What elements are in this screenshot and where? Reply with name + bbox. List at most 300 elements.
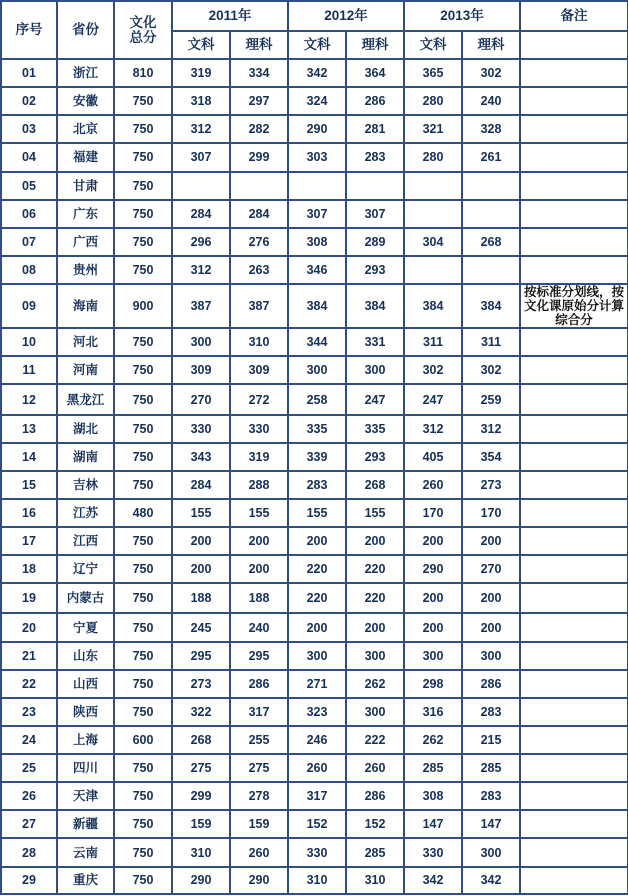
row-2013-arts: 330 bbox=[404, 838, 462, 866]
row-total: 750 bbox=[114, 642, 172, 670]
row-note bbox=[520, 228, 628, 256]
row-total: 750 bbox=[114, 583, 172, 613]
row-note bbox=[520, 356, 628, 384]
row-2013-science: 354 bbox=[462, 443, 520, 471]
row-province: 宁夏 bbox=[57, 613, 114, 641]
row-2011-science: 275 bbox=[230, 754, 288, 782]
row-index: 03 bbox=[1, 115, 57, 143]
row-2012-arts: 200 bbox=[288, 527, 346, 555]
row-2012-science: 286 bbox=[346, 782, 404, 810]
row-2011-science: 188 bbox=[230, 583, 288, 613]
row-total: 480 bbox=[114, 499, 172, 527]
table-row bbox=[1, 328, 628, 356]
row-2012-science: 281 bbox=[346, 115, 404, 143]
table-row bbox=[1, 583, 628, 613]
row-2013-science bbox=[462, 256, 520, 284]
row-2012-science: 155 bbox=[346, 499, 404, 527]
row-2011-arts: 330 bbox=[172, 415, 230, 443]
table-row bbox=[1, 555, 628, 583]
header-arts-2013: 文科 bbox=[404, 31, 462, 59]
row-2011-arts: 155 bbox=[172, 499, 230, 527]
row-2013-arts: 342 bbox=[404, 867, 462, 894]
row-province: 陕西 bbox=[57, 698, 114, 726]
row-2011-arts: 268 bbox=[172, 726, 230, 754]
row-2011-science: 334 bbox=[230, 59, 288, 87]
row-2013-science: 283 bbox=[462, 782, 520, 810]
row-index: 22 bbox=[1, 670, 57, 698]
row-2012-arts: 283 bbox=[288, 471, 346, 499]
row-2012-science: 293 bbox=[346, 443, 404, 471]
row-2012-science: 262 bbox=[346, 670, 404, 698]
row-2012-arts: 220 bbox=[288, 555, 346, 583]
row-2012-arts: 335 bbox=[288, 415, 346, 443]
row-note bbox=[520, 782, 628, 810]
row-index: 19 bbox=[1, 583, 57, 613]
row-2011-science: 290 bbox=[230, 867, 288, 894]
row-2011-arts: 312 bbox=[172, 115, 230, 143]
row-2012-arts: 152 bbox=[288, 810, 346, 838]
table-header bbox=[1, 1, 628, 59]
row-note bbox=[520, 59, 628, 87]
row-2012-arts: 344 bbox=[288, 328, 346, 356]
row-2013-science: 300 bbox=[462, 838, 520, 866]
row-index: 20 bbox=[1, 613, 57, 641]
row-note bbox=[520, 471, 628, 499]
row-2012-science: 260 bbox=[346, 754, 404, 782]
row-total: 750 bbox=[114, 782, 172, 810]
row-province: 四川 bbox=[57, 754, 114, 782]
row-2013-science: 302 bbox=[462, 59, 520, 87]
row-total: 750 bbox=[114, 328, 172, 356]
row-province: 黑龙江 bbox=[57, 384, 114, 414]
row-2013-arts bbox=[404, 256, 462, 284]
row-note bbox=[520, 328, 628, 356]
row-2011-science: 284 bbox=[230, 200, 288, 228]
row-2012-arts: 155 bbox=[288, 499, 346, 527]
row-index: 24 bbox=[1, 726, 57, 754]
row-note bbox=[520, 527, 628, 555]
row-2013-arts: 280 bbox=[404, 87, 462, 115]
row-province: 新疆 bbox=[57, 810, 114, 838]
row-2011-science: 260 bbox=[230, 838, 288, 866]
table-body bbox=[1, 59, 628, 894]
row-note bbox=[520, 555, 628, 583]
row-note bbox=[520, 172, 628, 200]
row-province: 云南 bbox=[57, 838, 114, 866]
row-note bbox=[520, 613, 628, 641]
table-row bbox=[1, 384, 628, 414]
row-2013-science: 342 bbox=[462, 867, 520, 894]
row-index: 13 bbox=[1, 415, 57, 443]
row-2013-science: 200 bbox=[462, 613, 520, 641]
row-2012-science: 200 bbox=[346, 613, 404, 641]
row-2011-science: 309 bbox=[230, 356, 288, 384]
row-2011-science: 276 bbox=[230, 228, 288, 256]
row-2013-science: 270 bbox=[462, 555, 520, 583]
row-note bbox=[520, 670, 628, 698]
row-2012-science: 300 bbox=[346, 642, 404, 670]
row-total: 750 bbox=[114, 172, 172, 200]
row-province: 天津 bbox=[57, 782, 114, 810]
row-2011-science: 200 bbox=[230, 527, 288, 555]
row-2011-science: 200 bbox=[230, 555, 288, 583]
row-note bbox=[520, 384, 628, 414]
row-note: 按标准分划线，按文化课原始分计算综合分 bbox=[520, 284, 628, 328]
table-row bbox=[1, 810, 628, 838]
row-province: 广西 bbox=[57, 228, 114, 256]
row-total: 750 bbox=[114, 471, 172, 499]
row-2011-science: 387 bbox=[230, 284, 288, 328]
row-province: 海南 bbox=[57, 284, 114, 328]
row-2011-science: 299 bbox=[230, 143, 288, 171]
row-note bbox=[520, 726, 628, 754]
row-2012-arts: 220 bbox=[288, 583, 346, 613]
row-index: 26 bbox=[1, 782, 57, 810]
row-2013-science: 300 bbox=[462, 642, 520, 670]
row-province: 重庆 bbox=[57, 867, 114, 894]
row-2012-science: 300 bbox=[346, 356, 404, 384]
table-row bbox=[1, 670, 628, 698]
row-2013-science: 240 bbox=[462, 87, 520, 115]
row-total: 750 bbox=[114, 613, 172, 641]
row-2013-arts: 200 bbox=[404, 527, 462, 555]
row-2011-science: 310 bbox=[230, 328, 288, 356]
row-2012-science: 293 bbox=[346, 256, 404, 284]
row-2012-science: 335 bbox=[346, 415, 404, 443]
row-index: 12 bbox=[1, 384, 57, 414]
row-province: 湖南 bbox=[57, 443, 114, 471]
row-2013-arts: 170 bbox=[404, 499, 462, 527]
row-2013-arts: 300 bbox=[404, 642, 462, 670]
row-2012-science: 286 bbox=[346, 87, 404, 115]
row-2013-arts: 290 bbox=[404, 555, 462, 583]
row-2012-science: 310 bbox=[346, 867, 404, 894]
row-2013-arts: 200 bbox=[404, 613, 462, 641]
row-total: 750 bbox=[114, 256, 172, 284]
row-2012-arts: 307 bbox=[288, 200, 346, 228]
row-index: 28 bbox=[1, 838, 57, 866]
header-index: 序号 bbox=[1, 1, 57, 59]
row-note bbox=[520, 443, 628, 471]
row-2011-arts: 312 bbox=[172, 256, 230, 284]
row-2013-arts: 302 bbox=[404, 356, 462, 384]
row-2013-science: 328 bbox=[462, 115, 520, 143]
row-2011-arts: 318 bbox=[172, 87, 230, 115]
row-2013-science: 311 bbox=[462, 328, 520, 356]
row-2011-arts: 273 bbox=[172, 670, 230, 698]
row-2011-science: 278 bbox=[230, 782, 288, 810]
header-total-label: 文化 总分 bbox=[129, 15, 157, 45]
row-2011-arts: 309 bbox=[172, 356, 230, 384]
row-2013-science: 215 bbox=[462, 726, 520, 754]
table-row bbox=[1, 59, 628, 87]
row-2012-science: 289 bbox=[346, 228, 404, 256]
row-2012-science: 283 bbox=[346, 143, 404, 171]
row-2012-arts: 300 bbox=[288, 356, 346, 384]
row-2011-science: 155 bbox=[230, 499, 288, 527]
row-2012-arts: 290 bbox=[288, 115, 346, 143]
row-index: 18 bbox=[1, 555, 57, 583]
row-2011-arts: 275 bbox=[172, 754, 230, 782]
row-note bbox=[520, 642, 628, 670]
row-province: 福建 bbox=[57, 143, 114, 171]
table-row bbox=[1, 256, 628, 284]
header-year-2011: 2011年 bbox=[172, 1, 288, 31]
row-note bbox=[520, 115, 628, 143]
row-province: 上海 bbox=[57, 726, 114, 754]
row-2012-science: 331 bbox=[346, 328, 404, 356]
row-2013-arts: 262 bbox=[404, 726, 462, 754]
header-arts-2011: 文科 bbox=[172, 31, 230, 59]
table-row bbox=[1, 698, 628, 726]
row-province: 浙江 bbox=[57, 59, 114, 87]
table-row bbox=[1, 415, 628, 443]
row-2013-science: 170 bbox=[462, 499, 520, 527]
row-2013-arts: 260 bbox=[404, 471, 462, 499]
table-row bbox=[1, 115, 628, 143]
row-2011-science: 286 bbox=[230, 670, 288, 698]
row-2012-arts: 260 bbox=[288, 754, 346, 782]
row-2013-arts: 285 bbox=[404, 754, 462, 782]
row-index: 17 bbox=[1, 527, 57, 555]
table-row bbox=[1, 471, 628, 499]
row-2013-arts: 321 bbox=[404, 115, 462, 143]
row-2013-science: 273 bbox=[462, 471, 520, 499]
row-2011-science: 297 bbox=[230, 87, 288, 115]
row-index: 29 bbox=[1, 867, 57, 894]
row-2013-arts: 311 bbox=[404, 328, 462, 356]
row-index: 01 bbox=[1, 59, 57, 87]
header-science-2012: 理科 bbox=[346, 31, 404, 59]
row-2013-arts: 405 bbox=[404, 443, 462, 471]
row-2011-arts: 245 bbox=[172, 613, 230, 641]
row-index: 06 bbox=[1, 200, 57, 228]
row-2011-arts: 300 bbox=[172, 328, 230, 356]
row-2011-arts: 319 bbox=[172, 59, 230, 87]
row-index: 27 bbox=[1, 810, 57, 838]
row-note bbox=[520, 698, 628, 726]
table-row bbox=[1, 867, 628, 894]
row-province: 甘肃 bbox=[57, 172, 114, 200]
row-2013-science: 259 bbox=[462, 384, 520, 414]
row-2011-arts: 270 bbox=[172, 384, 230, 414]
row-index: 08 bbox=[1, 256, 57, 284]
row-2011-science: 319 bbox=[230, 443, 288, 471]
row-2013-science: 261 bbox=[462, 143, 520, 171]
row-2011-arts: 322 bbox=[172, 698, 230, 726]
row-2012-arts: 303 bbox=[288, 143, 346, 171]
header-total bbox=[114, 1, 172, 59]
row-2011-arts: 296 bbox=[172, 228, 230, 256]
table-row bbox=[1, 284, 628, 328]
row-index: 15 bbox=[1, 471, 57, 499]
row-2012-science: 220 bbox=[346, 583, 404, 613]
header-arts-2012: 文科 bbox=[288, 31, 346, 59]
table-row bbox=[1, 642, 628, 670]
table-row bbox=[1, 726, 628, 754]
row-2013-arts: 312 bbox=[404, 415, 462, 443]
row-province: 山东 bbox=[57, 642, 114, 670]
table-row bbox=[1, 143, 628, 171]
row-2012-arts: 346 bbox=[288, 256, 346, 284]
table-row bbox=[1, 527, 628, 555]
row-2013-arts: 384 bbox=[404, 284, 462, 328]
row-2012-arts: 324 bbox=[288, 87, 346, 115]
row-index: 10 bbox=[1, 328, 57, 356]
header-note-blank bbox=[520, 31, 628, 59]
table-row bbox=[1, 228, 628, 256]
row-2011-arts: 200 bbox=[172, 527, 230, 555]
table-row bbox=[1, 443, 628, 471]
row-note bbox=[520, 583, 628, 613]
row-total: 750 bbox=[114, 228, 172, 256]
row-total: 750 bbox=[114, 87, 172, 115]
row-2011-science: 240 bbox=[230, 613, 288, 641]
row-note bbox=[520, 143, 628, 171]
row-total: 750 bbox=[114, 527, 172, 555]
row-2013-science: 283 bbox=[462, 698, 520, 726]
row-2012-science: 200 bbox=[346, 527, 404, 555]
row-2012-arts: 271 bbox=[288, 670, 346, 698]
row-2011-science: 272 bbox=[230, 384, 288, 414]
row-index: 25 bbox=[1, 754, 57, 782]
row-2012-arts: 323 bbox=[288, 698, 346, 726]
row-2012-arts: 300 bbox=[288, 642, 346, 670]
row-total: 750 bbox=[114, 384, 172, 414]
header-note: 备注 bbox=[520, 1, 628, 31]
row-province: 河南 bbox=[57, 356, 114, 384]
row-2012-science: 247 bbox=[346, 384, 404, 414]
row-2013-arts: 247 bbox=[404, 384, 462, 414]
row-province: 贵州 bbox=[57, 256, 114, 284]
table-row bbox=[1, 838, 628, 866]
row-2013-science: 200 bbox=[462, 527, 520, 555]
row-total: 750 bbox=[114, 810, 172, 838]
row-2011-science: 330 bbox=[230, 415, 288, 443]
row-2012-science: 285 bbox=[346, 838, 404, 866]
row-2012-arts bbox=[288, 172, 346, 200]
row-2013-arts: 308 bbox=[404, 782, 462, 810]
row-note bbox=[520, 256, 628, 284]
row-index: 05 bbox=[1, 172, 57, 200]
row-2013-science: 302 bbox=[462, 356, 520, 384]
table-row bbox=[1, 172, 628, 200]
row-total: 750 bbox=[114, 415, 172, 443]
row-total: 750 bbox=[114, 356, 172, 384]
row-2011-science: 295 bbox=[230, 642, 288, 670]
row-2012-science: 364 bbox=[346, 59, 404, 87]
row-2011-arts: 290 bbox=[172, 867, 230, 894]
row-2013-science: 200 bbox=[462, 583, 520, 613]
row-index: 09 bbox=[1, 284, 57, 328]
row-2013-arts: 316 bbox=[404, 698, 462, 726]
header-science-2011: 理科 bbox=[230, 31, 288, 59]
row-province: 内蒙古 bbox=[57, 583, 114, 613]
row-2011-science: 159 bbox=[230, 810, 288, 838]
row-2013-science bbox=[462, 200, 520, 228]
row-2012-arts: 310 bbox=[288, 867, 346, 894]
table-row bbox=[1, 200, 628, 228]
row-2012-science: 268 bbox=[346, 471, 404, 499]
row-province: 辽宁 bbox=[57, 555, 114, 583]
row-2012-science: 152 bbox=[346, 810, 404, 838]
row-2013-arts: 365 bbox=[404, 59, 462, 87]
row-province: 江西 bbox=[57, 527, 114, 555]
row-2011-arts: 200 bbox=[172, 555, 230, 583]
row-index: 21 bbox=[1, 642, 57, 670]
row-total: 750 bbox=[114, 698, 172, 726]
row-2013-science: 286 bbox=[462, 670, 520, 698]
row-2011-arts: 310 bbox=[172, 838, 230, 866]
row-2013-arts: 280 bbox=[404, 143, 462, 171]
row-2012-arts: 342 bbox=[288, 59, 346, 87]
row-2012-arts: 384 bbox=[288, 284, 346, 328]
row-2013-science: 312 bbox=[462, 415, 520, 443]
table-row bbox=[1, 782, 628, 810]
row-total: 600 bbox=[114, 726, 172, 754]
row-2013-science bbox=[462, 172, 520, 200]
row-2013-arts: 304 bbox=[404, 228, 462, 256]
row-2011-arts: 159 bbox=[172, 810, 230, 838]
row-province: 山西 bbox=[57, 670, 114, 698]
row-2012-arts: 308 bbox=[288, 228, 346, 256]
row-2011-science: 317 bbox=[230, 698, 288, 726]
row-2011-science: 282 bbox=[230, 115, 288, 143]
row-total: 750 bbox=[114, 555, 172, 583]
row-2011-arts bbox=[172, 172, 230, 200]
row-2013-science: 268 bbox=[462, 228, 520, 256]
row-2013-science: 147 bbox=[462, 810, 520, 838]
row-total: 750 bbox=[114, 838, 172, 866]
row-province: 吉林 bbox=[57, 471, 114, 499]
row-province: 安徽 bbox=[57, 87, 114, 115]
header-year-2012: 2012年 bbox=[288, 1, 404, 31]
table-row bbox=[1, 499, 628, 527]
row-province: 湖北 bbox=[57, 415, 114, 443]
row-2013-arts bbox=[404, 200, 462, 228]
row-total: 750 bbox=[114, 143, 172, 171]
row-index: 07 bbox=[1, 228, 57, 256]
row-index: 04 bbox=[1, 143, 57, 171]
row-index: 23 bbox=[1, 698, 57, 726]
row-note bbox=[520, 415, 628, 443]
row-2011-arts: 307 bbox=[172, 143, 230, 171]
row-2012-science bbox=[346, 172, 404, 200]
row-2011-science: 288 bbox=[230, 471, 288, 499]
row-total: 750 bbox=[114, 200, 172, 228]
row-2012-arts: 317 bbox=[288, 782, 346, 810]
row-index: 02 bbox=[1, 87, 57, 115]
row-2011-science: 255 bbox=[230, 726, 288, 754]
row-2011-arts: 284 bbox=[172, 200, 230, 228]
row-2011-arts: 284 bbox=[172, 471, 230, 499]
header-science-2013: 理科 bbox=[462, 31, 520, 59]
row-province: 北京 bbox=[57, 115, 114, 143]
row-total: 750 bbox=[114, 867, 172, 894]
row-total: 750 bbox=[114, 443, 172, 471]
row-2011-arts: 299 bbox=[172, 782, 230, 810]
row-province: 河北 bbox=[57, 328, 114, 356]
row-2013-arts bbox=[404, 172, 462, 200]
row-note bbox=[520, 838, 628, 866]
row-2012-science: 307 bbox=[346, 200, 404, 228]
table-row bbox=[1, 87, 628, 115]
table-row bbox=[1, 356, 628, 384]
row-2013-science: 285 bbox=[462, 754, 520, 782]
row-note bbox=[520, 499, 628, 527]
row-index: 14 bbox=[1, 443, 57, 471]
row-total: 900 bbox=[114, 284, 172, 328]
